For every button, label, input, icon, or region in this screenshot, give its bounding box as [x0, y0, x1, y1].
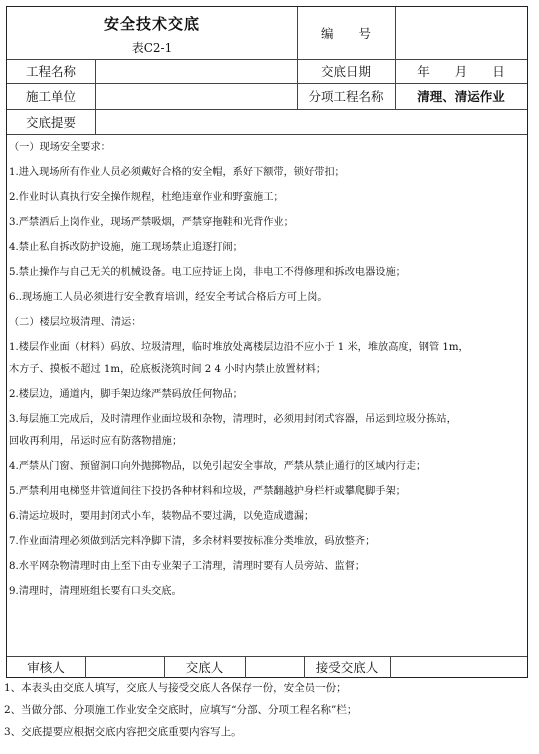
row-divider	[7, 134, 527, 135]
number-label: 编 号	[320, 26, 371, 41]
subproject-label: 分项工程名称	[308, 89, 384, 104]
note-line: 1、本表头由交底人填写，交底人与接受交底人各保存一份，安全员一份；	[4, 682, 347, 694]
content-line: 3.严禁酒后上岗作业，现场严禁吸烟，严禁穿拖鞋和光背作业；	[9, 217, 294, 228]
content-line: 8.水平网杂物清理时由上至下由专业架子工清理，清理时要有人员旁站、监督；	[9, 561, 366, 572]
discloser-field[interactable]	[245, 656, 304, 678]
form-code: 表C2-1	[131, 40, 173, 55]
content-line: 3.每层施工完成后，及时清理作业面垃圾和杂物，清理时，必须用封闭式容器，吊运到垃圾分拣站，	[9, 414, 457, 425]
content-line: 4.严禁从门窗、预留洞口向外抛掷物品，以免引起安全事故，严禁从禁止通行的区域内行走；	[9, 461, 427, 472]
unit-field[interactable]	[95, 83, 297, 109]
safety-disclosure-form	[6, 6, 528, 678]
content-line: 回收再利用，吊运时应有防落物措施；	[9, 436, 183, 447]
content-line: 2.楼层边，通道内，脚手架边缘严禁码放任何物品；	[9, 389, 243, 400]
content-line: 9.清理时，清理班组长要有口头交底。	[9, 586, 182, 597]
content-line: （二）楼层垃圾清理、清运：	[9, 317, 142, 328]
content-line: 1.楼层作业面（材料）码放、垃圾清理，临时堆放处离楼层边沿不应小于 1 米，堆放高度，钢管 1m，	[9, 342, 469, 353]
summary-field[interactable]	[95, 109, 527, 134]
date-label: 交底日期	[320, 64, 371, 79]
discloser-label: 交底人	[185, 660, 224, 675]
content-line: 木方子、摸板不超过 1m，砼底板浇筑时间 2 4 小时内禁止放置材料；	[9, 364, 327, 375]
form-title: 安全技术交底	[103, 14, 200, 33]
content-line: 2.作业时认真执行安全操作规程，杜绝违章作业和野蛮施工；	[9, 192, 284, 203]
project-name-field[interactable]	[95, 59, 297, 83]
subproject-field[interactable]: 清理、清运作业	[417, 89, 505, 104]
number-field[interactable]	[395, 7, 527, 59]
receiver-field[interactable]	[390, 656, 527, 678]
summary-label: 交底提要	[25, 114, 76, 130]
content-line: 6..现场施工人员必须进行安全教育培训，经安全考试合格后方可上岗。	[9, 292, 328, 303]
content-line: 4.禁止私自拆改防护设施，施工现场禁止追逐打闹；	[9, 242, 243, 253]
reviewer-label: 审核人	[27, 660, 65, 675]
content-line: 1.进入现场所有作业人员必须戴好合格的安全帽，系好下额带，锁好带扣；	[9, 167, 345, 178]
date-field[interactable]: 年 月 日	[417, 64, 505, 79]
content-line: 6.清运垃圾时，要用封闭式小车，装物品不要过满，以免造成遗漏；	[9, 511, 315, 522]
reviewer-field[interactable]	[85, 656, 164, 678]
note-line: 2、当做分部、分项施工作业安全交底时，应填写“分部、分项工程名称”栏；	[4, 704, 358, 716]
project-name-label: 工程名称	[25, 64, 76, 79]
content-line: 5.严禁利用电梯竖井管道间往下投扔各种材料和垃圾，严禁翻越护身栏杆或攀爬脚手架；	[9, 486, 406, 497]
note-line: 3、交底提要应根据交底内容把交底重要内容写上。	[4, 726, 242, 738]
content-line: 5.禁止操作与自己无关的机械设备。电工应持证上岗，非电工不得修理和拆改电器设施；	[9, 267, 406, 278]
content-line: 7.作业面清理必须做到活完料净脚下清，多余材料要按标准分类堆放，码放整齐；	[9, 536, 376, 547]
content-line: （一）现场安全要求：	[9, 142, 111, 153]
receiver-label: 接受交底人	[315, 660, 379, 675]
unit-label: 施工单位	[25, 89, 76, 104]
